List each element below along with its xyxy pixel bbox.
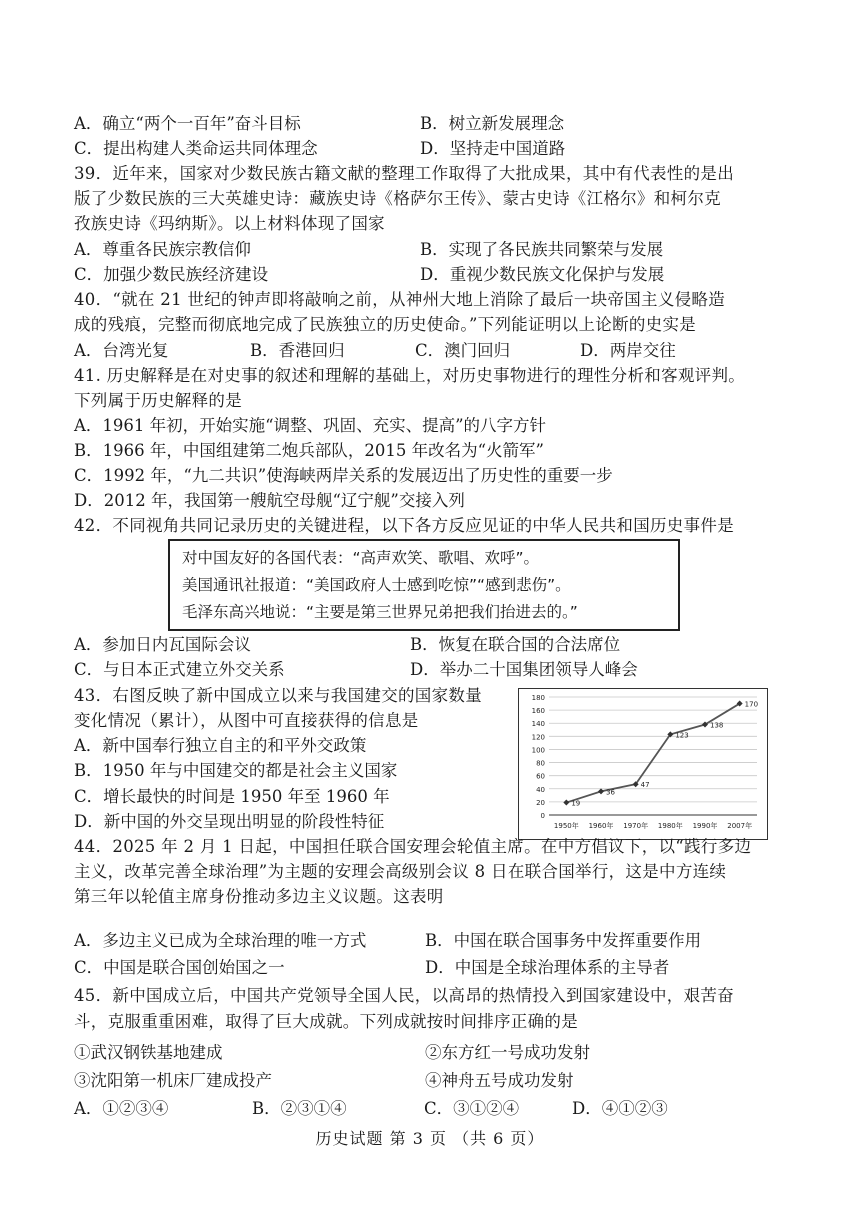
data-label: 47 [640, 781, 650, 790]
x-tick-label: 1950年 [553, 822, 579, 830]
q41-option-b: B．1966 年，中国组建第二炮兵部队，2015 年改名为“火箭军” [74, 441, 544, 460]
q42-option-d: D．举办二十国集团领导人峰会 [410, 660, 638, 679]
q44-stem-line2: 主义，改革完善全球治理”为主题的安理会高级别会议 8 日在联合国举行，这是中方连续 [74, 862, 727, 881]
q42-option-a: A．参加日内瓦国际会议 [74, 635, 251, 654]
q39-stem-line3: 孜族史诗《玛纳斯》。以上材料体现了国家 [74, 214, 385, 233]
x-tick-label: 1960年 [588, 822, 614, 830]
q43-option-b: B．1950 年与中国建交的都是社会主义国家 [74, 761, 398, 780]
q45-item-4: ④神舟五号成功发射 [425, 1071, 574, 1090]
diplomatic-relations-chart [518, 688, 768, 840]
data-point [563, 800, 569, 806]
q45-item-2: ②东方红一号成功发射 [425, 1043, 590, 1062]
data-label: 170 [744, 700, 759, 709]
data-label: 36 [606, 788, 615, 797]
y-tick-label: 20 [536, 798, 545, 807]
q41-stem-line2: 下列属于历史解释的是 [74, 391, 242, 410]
q41-option-a: A．1961 年初，开始实施“调整、巩固、充实、提高”的八字方针 [74, 416, 547, 435]
q45-stem-line2: 斗，克服重重困难，取得了巨大成就。下列成就按时间排序正确的是 [74, 1012, 578, 1031]
q42-quote-line3: 毛泽东高兴地说：“主要是第三世界兄弟把我们抬进去的。” [182, 603, 578, 621]
q45-item-3: ③沈阳第一机床厂建成投产 [74, 1071, 272, 1090]
x-tick-label: 2007年 [727, 822, 753, 830]
y-tick-label: 180 [531, 694, 545, 702]
q44-option-d: D．中国是全球治理体系的主导者 [425, 958, 670, 977]
q45-item-1: ①武汉钢铁基地建成 [74, 1043, 223, 1062]
q44-stem-line3: 第三年以轮值主席身份推动多边主义议题。这表明 [74, 887, 444, 906]
data-point [598, 788, 604, 794]
x-tick-label: 1970年 [623, 822, 649, 830]
q40-option-c: C．澳门回归 [415, 341, 511, 360]
q43-option-d: D．新中国的外交呈现出明显的阶段性特征 [74, 812, 385, 831]
q38-option-d: D．坚持走中国道路 [420, 139, 566, 158]
q42-option-b: B．恢复在联合国的合法席位 [410, 635, 621, 654]
q39-option-a: A．尊重各民族宗教信仰 [74, 240, 251, 259]
q45-option-b: B．②③①④ [252, 1099, 347, 1118]
q42-quote-box [168, 539, 680, 631]
q38-option-b: B．树立新发展理念 [420, 114, 565, 133]
chart-svg [519, 689, 767, 839]
q44-option-a: A．多边主义已成为全球治理的唯一方式 [74, 931, 367, 950]
q43-stem-line1: 43．右图反映了新中国成立以来与我国建交的国家数量 [74, 686, 482, 705]
q42-option-c: C．与日本正式建立外交关系 [74, 660, 285, 679]
q41-option-d: D．2012 年，我国第一艘航空母舰“辽宁舰”交接入列 [74, 491, 465, 510]
q43-stem-line2: 变化情况（累计），从图中可直接获得的信息是 [74, 711, 419, 730]
q40-option-d: D．两岸交往 [580, 341, 676, 360]
q40-stem-line2: 成的残痕，完整而彻底地完成了民族独立的历史使命。”下列能证明以上论断的史实是 [74, 315, 697, 334]
y-tick-label: 40 [536, 785, 545, 794]
x-tick-label: 1990年 [692, 822, 718, 830]
q45-stem-line1: 45．新中国成立后，中国共产党领导全国人民，以高昂的热情投入到国家建设中，艰苦奋 [74, 986, 734, 1005]
data-label: 123 [675, 731, 689, 740]
q40-option-a: A．台湾光复 [74, 341, 169, 360]
y-tick-label: 0 [540, 812, 545, 820]
q41-option-c: C．1992 年，“九二共识”使海峡两岸关系的发展迈出了历史性的重要一步 [74, 466, 613, 485]
q44-stem-line1: 44．2025 年 2 月 1 日起，中国担任联合国安理会轮值主席。在中方倡议下，以“践行多边 [74, 837, 752, 856]
y-tick-label: 160 [531, 707, 545, 716]
q43-option-a: A．新中国奉行独立自主的和平外交政策 [74, 736, 367, 755]
data-label: 19 [571, 799, 581, 808]
y-tick-label: 120 [531, 733, 545, 742]
q45-option-c: C．③①②④ [424, 1099, 520, 1118]
q43-option-c: C．增长最快的时间是 1950 年至 1960 年 [74, 787, 390, 806]
q44-option-c: C．中国是联合国创始国之一 [74, 958, 285, 977]
q40-stem-line1: 40．“就在 21 世纪的钟声即将敲响之前，从神州大地上消除了最后一块帝国主义侵略造 [74, 290, 726, 309]
data-label: 138 [710, 721, 724, 730]
q42-stem: 42．不同视角共同记录历史的关键进程，以下各方反应见证的中华人民共和国历史事件是 [74, 516, 734, 535]
y-tick-label: 60 [536, 772, 545, 781]
q42-quote-line1: 对中国友好的各国代表：“高声欢笑、歌唱、欢呼”。 [182, 549, 540, 567]
q39-option-d: D．重视少数民族文化保护与发展 [420, 265, 665, 284]
q39-option-c: C．加强少数民族经济建设 [74, 265, 269, 284]
y-tick-label: 80 [536, 759, 545, 768]
q42-quote-line2: 美国通讯社报道：“美国政府人士感到吃惊”“感到悲伤”。 [182, 576, 571, 594]
x-tick-label: 1980年 [657, 822, 683, 830]
q38-option-a: A．确立“两个一百年”奋斗目标 [74, 114, 301, 133]
q40-option-b: B．香港回归 [250, 341, 345, 360]
q38-option-c: C．提出构建人类命运共同体理念 [74, 139, 318, 158]
q39-stem-line2: 版了少数民族的三大英雄史诗：藏族史诗《格萨尔王传》、蒙古史诗《江格尔》和柯尔克 [74, 189, 721, 208]
q45-option-d: D．④①②③ [572, 1099, 668, 1118]
q41-stem-line1: 41. 历史解释是在对史事的叙述和理解的基础上，对历史事物进行的理性分析和客观评判。 [74, 366, 746, 385]
series-line [566, 704, 739, 803]
q39-stem-line1: 39．近年来，国家对少数民族古籍文献的整理工作取得了大批成果，其中有代表性的是出 [74, 164, 734, 183]
y-tick-label: 100 [531, 746, 545, 755]
q44-option-b: B．中国在联合国事务中发挥重要作用 [425, 931, 702, 950]
q45-option-a: A．①②③④ [74, 1099, 169, 1118]
page-footer: 历史试题 第 3 页 （共 6 页） [315, 1129, 545, 1148]
y-tick-label: 140 [531, 720, 545, 729]
q39-option-b: B．实现了各民族共同繁荣与发展 [420, 240, 664, 259]
